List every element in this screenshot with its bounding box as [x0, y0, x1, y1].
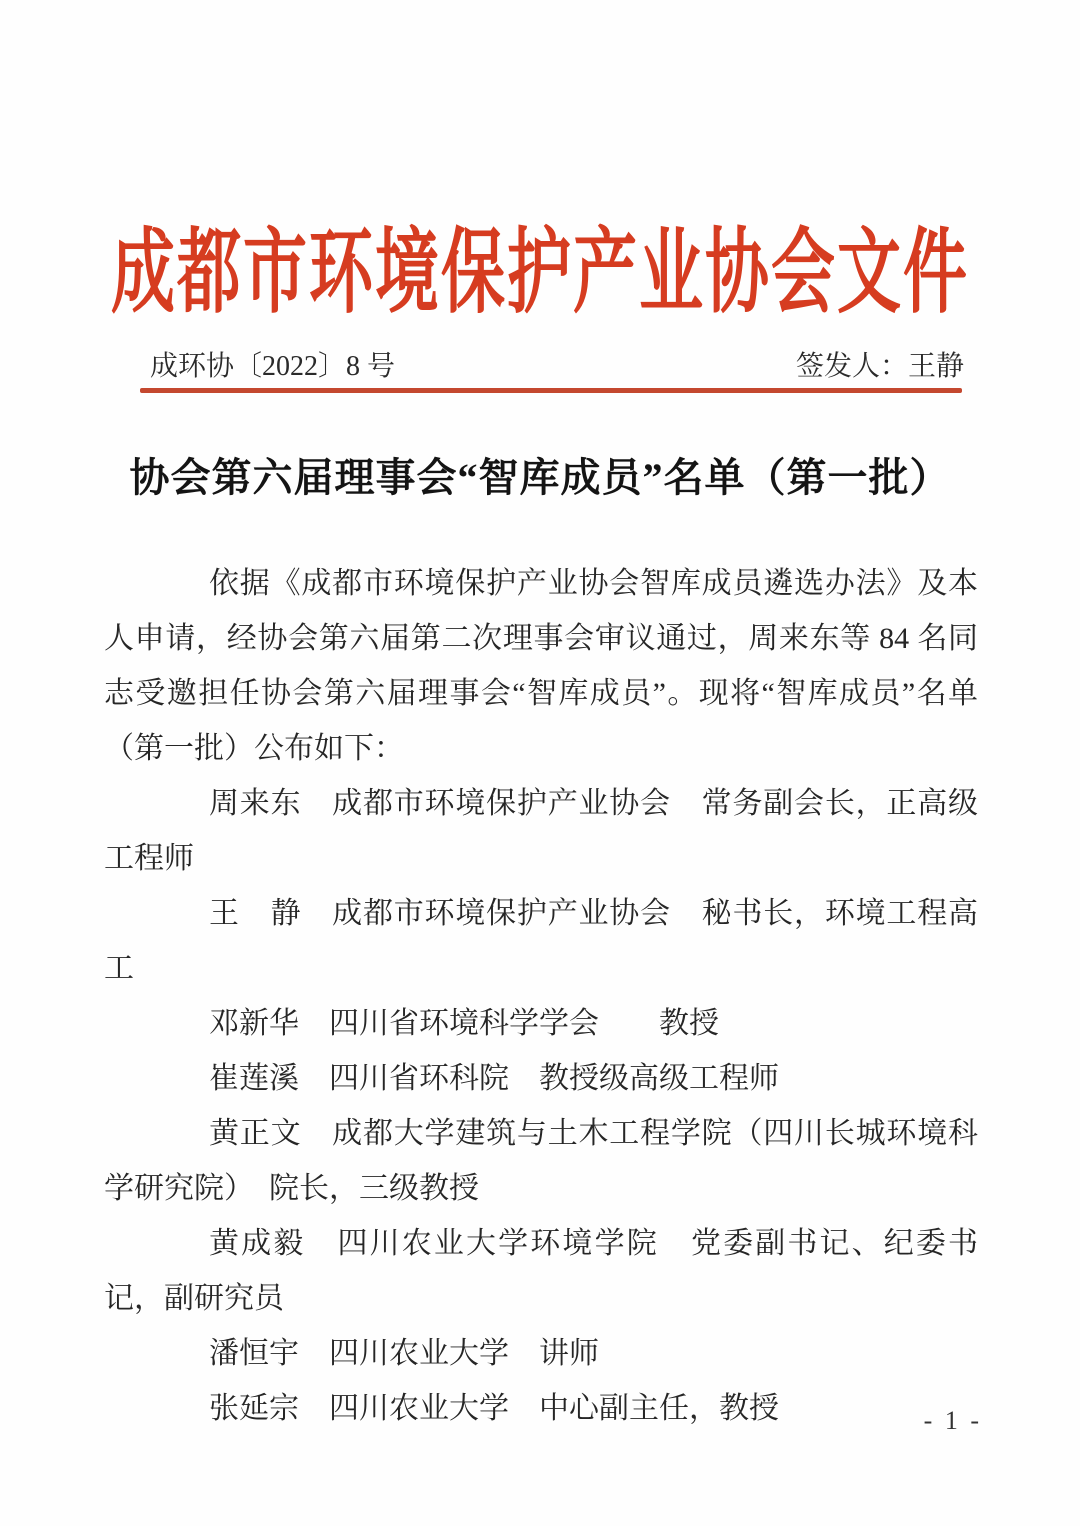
doc-number: 成环协〔2022〕8 号: [150, 351, 396, 382]
member-list: [104, 776, 978, 1436]
issuer-label: 签发人：王静: [795, 351, 964, 382]
document-body: [104, 556, 978, 1436]
member-entry: 黄成毅 四川农业大学环境学院 党委副书记、纪委书记，副研究员: [104, 1227, 978, 1315]
member-entry: 张延宗 四川农业大学 中心副主任，教授: [209, 1392, 779, 1425]
page-number: - 1 -: [923, 1406, 982, 1435]
intro-paragraph: 依据《成都市环境保护产业协会智库成员遴选办法》及本人申请，经协会第六届第二次理事会审议通过，周来东等 84 名同志受邀担任协会第六届理事会“智库成员”。现将“智库成员”名单（第一批）公布如下：: [104, 567, 978, 765]
member-entry: 周来东 成都市环境保护产业协会 常务副会长，正高级工程师: [104, 787, 978, 875]
member-entry: 崔莲溪 四川省环科院 教授级高级工程师: [209, 1062, 779, 1095]
document-title: 协会第六届理事会“智库成员”名单（第一批）: [129, 455, 951, 500]
red-divider-line: [140, 388, 962, 393]
doc-meta-row: [150, 344, 964, 384]
letterhead-title: 成都市环境保护产业协会文件: [111, 221, 969, 325]
member-entry: 潘恒宇 四川农业大学 讲师: [209, 1337, 599, 1370]
member-entry: 邓新华 四川省环境科学学会 教授: [209, 1007, 719, 1040]
member-entry: 王 静 成都市环境保护产业协会 秘书长，环境工程高工: [104, 897, 978, 985]
member-entry: 黄正文 成都大学建筑与土木工程学院（四川长城环境科学研究院） 院长，三级教授: [104, 1117, 978, 1205]
